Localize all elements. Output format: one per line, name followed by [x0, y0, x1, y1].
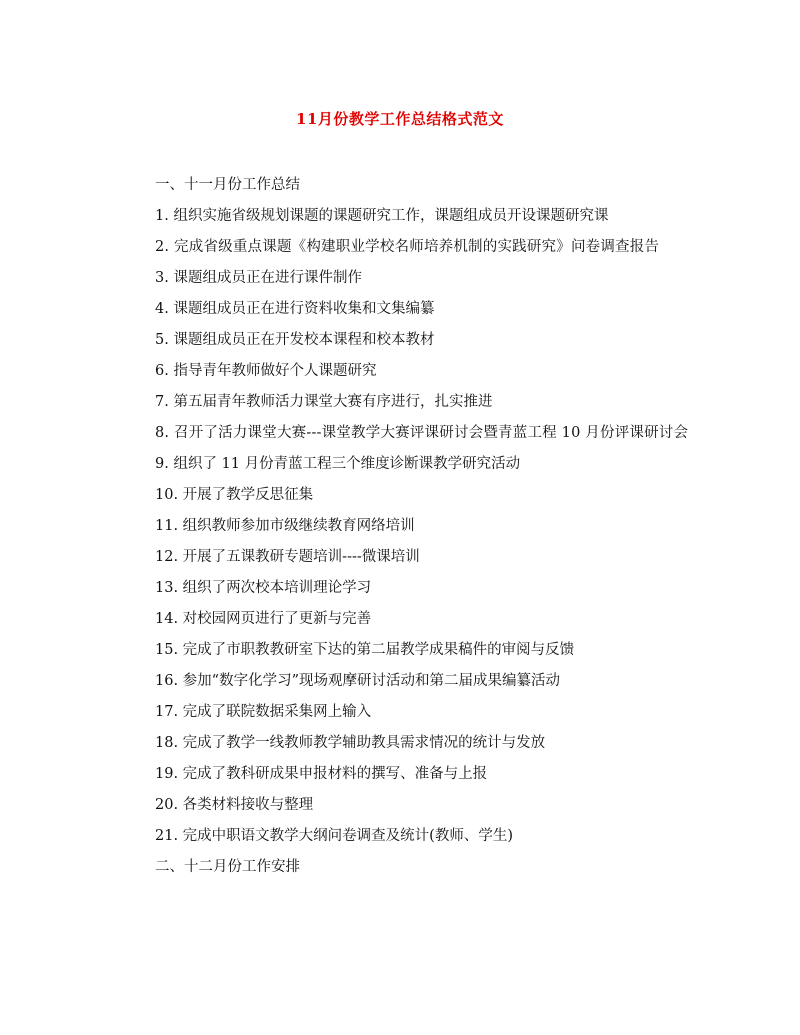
list-item: 12. 开展了五课教研专题培训----微课培训 — [155, 549, 420, 565]
list-item: 14. 对校园网页进行了更新与完善 — [155, 611, 372, 627]
list-item: 13. 组织了两次校本培训理论学习 — [155, 580, 372, 596]
list-item: 5. 课题组成员正在开发校本课程和校本教材 — [155, 332, 435, 348]
list-item: 7. 第五届青年教师活力课堂大赛有序进行，扎实推进 — [155, 394, 493, 410]
list-item: 4. 课题组成员正在进行资料收集和文集编纂 — [155, 301, 435, 317]
list-item: 11. 组织教师参加市级继续教育网络培训 — [155, 518, 415, 534]
list-item: 9. 组织了 11 月份青蓝工程三个维度诊断课教学研究活动 — [155, 456, 521, 472]
list-item: 3. 课题组成员正在进行课件制作 — [155, 270, 362, 286]
list-item: 16. 参加“数字化学习”现场观摩研讨活动和第二届成果编纂活动 — [155, 673, 560, 689]
section-heading-december: 二、十二月份工作安排 — [155, 859, 300, 875]
section-heading-november: 一、十一月份工作总结 — [155, 177, 300, 193]
document-body — [123, 170, 693, 883]
list-item: 19. 完成了教科研成果申报材料的撰写、准备与上报 — [155, 766, 488, 782]
list-item: 1. 组织实施省级规划课题的课题研究工作，课题组成员开设课题研究课 — [155, 208, 609, 224]
list-item: 17. 完成了联院数据采集网上输入 — [155, 704, 372, 720]
document-title: 11月份教学工作总结格式范文 — [296, 110, 504, 128]
list-item: 2. 完成省级重点课题《构建职业学校名师培养机制的实践研究》问卷调查报告 — [155, 239, 660, 255]
list-item: 8. 召开了活力课堂大赛---课堂教学大赛评课研讨会暨青蓝工程 10 月份评课研讨会 — [155, 425, 689, 441]
list-item: 15. 完成了市职教教研室下达的第二届教学成果稿件的审阅与反馈 — [155, 642, 575, 658]
list-item: 20. 各类材料接收与整理 — [155, 797, 314, 813]
list-item: 18. 完成了教学一线教师教学辅助教具需求情况的统计与发放 — [155, 735, 546, 751]
list-item: 21. 完成中职语文教学大纲问卷调查及统计(教师、学生) — [155, 828, 513, 844]
list-item: 6. 指导青年教师做好个人课题研究 — [155, 363, 377, 379]
list-item: 10. 开展了教学反思征集 — [155, 487, 314, 503]
